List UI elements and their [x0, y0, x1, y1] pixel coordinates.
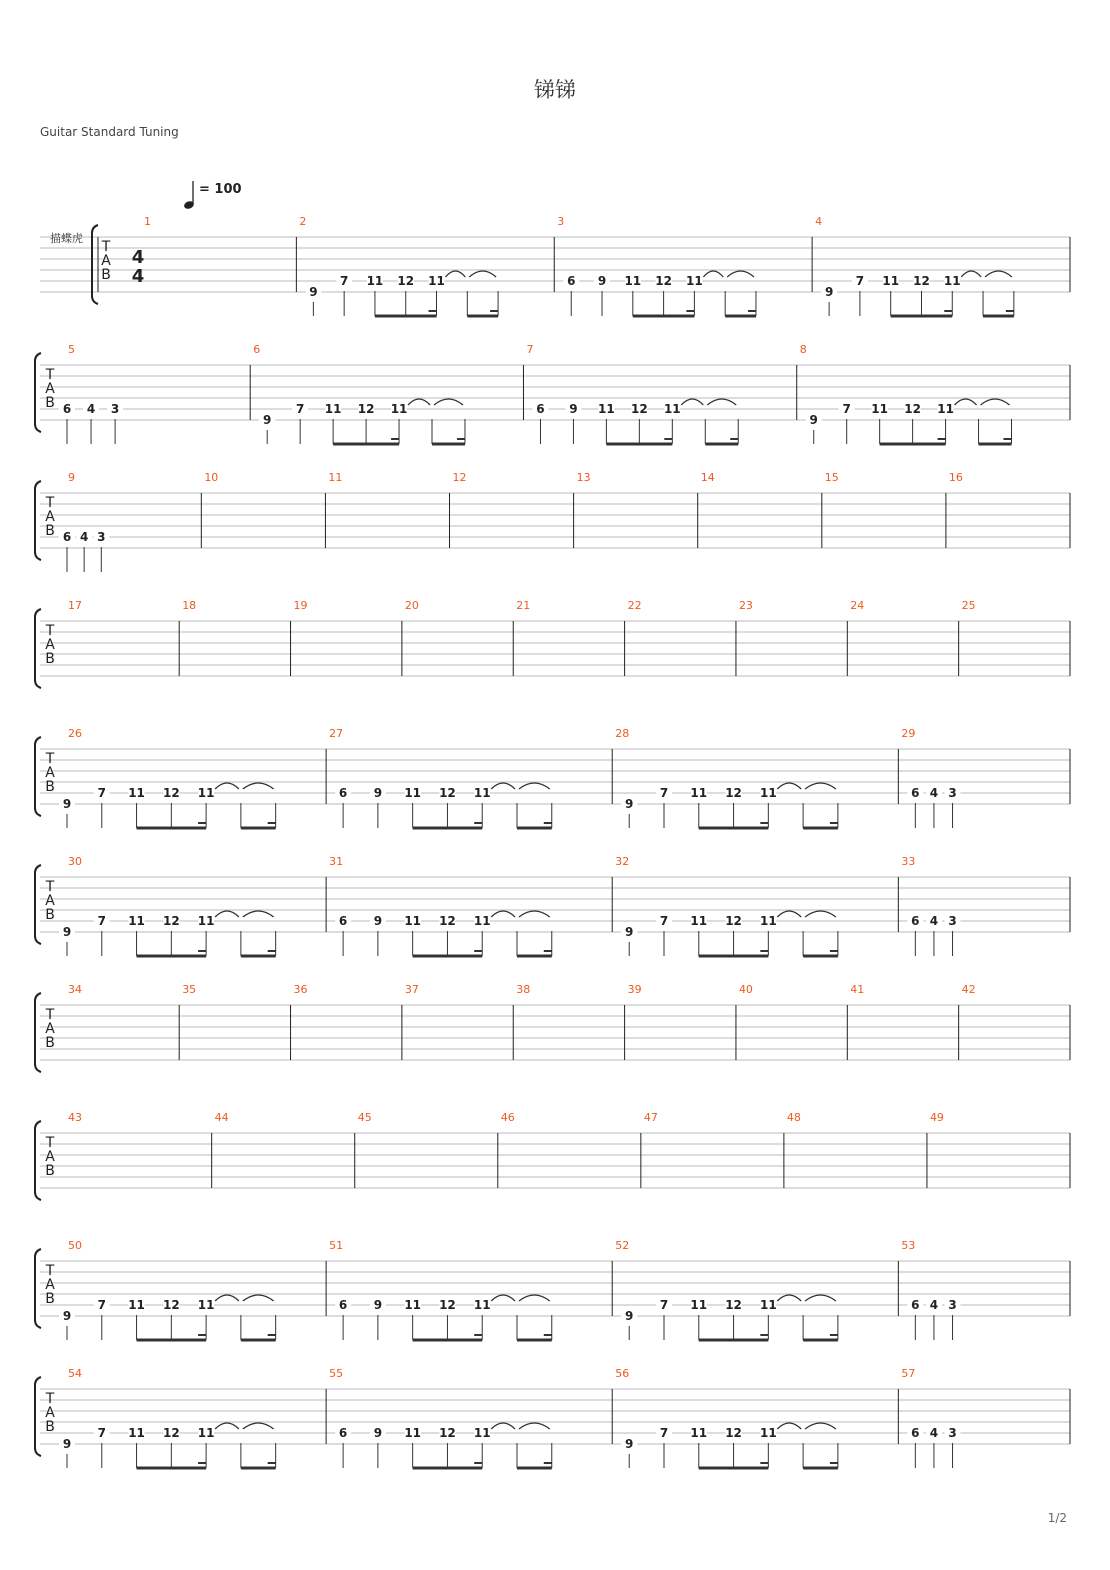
tie-arc	[805, 911, 836, 917]
measure-number: 32	[615, 855, 630, 868]
tab-letter-b: B	[45, 779, 55, 795]
fret-number: 12	[725, 1426, 742, 1440]
fret-number: 11	[390, 402, 408, 416]
measure-number: 53	[901, 1239, 916, 1252]
tab-letter-t: T	[45, 1263, 55, 1279]
tempo-label: = 100	[199, 182, 242, 197]
tie-arc	[215, 911, 239, 917]
fret-number: 9	[625, 797, 634, 811]
measure-number: 44	[214, 1111, 229, 1124]
tie-arc	[805, 783, 836, 789]
tie-arc	[491, 1295, 515, 1301]
tab-letter-a: A	[45, 381, 55, 397]
measure-number: 30	[68, 855, 82, 868]
tab-letter-a: A	[45, 1405, 55, 1421]
fret-number: 12	[357, 402, 375, 416]
measure-number: 45	[357, 1111, 372, 1124]
measure-number: 49	[929, 1111, 944, 1124]
fret-number: 9	[62, 1309, 72, 1323]
fret-number: 11	[759, 1298, 777, 1312]
fret-number: 6	[911, 1298, 920, 1312]
fret-number: 7	[842, 402, 851, 416]
tie-arc	[727, 271, 754, 277]
measure-number: 37	[404, 983, 419, 996]
fret-number: 3	[110, 402, 120, 416]
fret-number: 11	[686, 274, 703, 288]
fret-number: 11	[128, 1298, 145, 1312]
fret-number: 11	[759, 914, 777, 928]
fret-number: 7	[97, 914, 106, 928]
tab-system	[40, 215, 1070, 316]
measure-number: 50	[68, 1239, 82, 1252]
tab-letter-a: A	[45, 1149, 55, 1165]
tie-arc	[981, 399, 1010, 405]
tie-arc	[215, 1423, 239, 1429]
measure-number: 3	[557, 215, 565, 228]
tab-letter-a: A	[45, 637, 55, 653]
fret-number: 12	[439, 786, 456, 800]
tie-arc	[777, 783, 801, 789]
fret-number: 12	[439, 1426, 456, 1440]
measure-number: 24	[850, 599, 865, 612]
tab-letter-t: T	[45, 495, 55, 511]
tab-system	[35, 1111, 1070, 1200]
tab-system	[35, 855, 1070, 956]
measure-number: 51	[329, 1239, 344, 1252]
fret-number: 4	[929, 786, 939, 800]
measure-number: 48	[786, 1111, 801, 1124]
measure-number: 18	[182, 599, 197, 612]
fret-number: 11	[882, 274, 900, 288]
fret-number: 11	[197, 1426, 215, 1440]
fret-number: 12	[439, 1298, 456, 1312]
measure-number: 36	[293, 983, 308, 996]
tab-letter-a: A	[45, 765, 55, 781]
tab-letter-a: A	[101, 253, 111, 269]
tab-system	[35, 983, 1070, 1072]
fret-number: 9	[62, 797, 72, 811]
measure-number: 22	[627, 599, 642, 612]
fret-number: 4	[86, 402, 96, 416]
fret-number: 9	[62, 925, 72, 939]
tab-letter-t: T	[45, 879, 55, 895]
fret-number: 4	[79, 530, 89, 544]
measure-number: 29	[901, 727, 916, 740]
fret-number: 11	[473, 1426, 491, 1440]
measure-number: 19	[293, 599, 308, 612]
time-signature-bottom: 4	[131, 266, 145, 287]
tab-letter-t: T	[45, 623, 55, 639]
fret-number: 7	[659, 914, 669, 928]
fret-number: 11	[871, 402, 889, 416]
tab-letter-b: B	[45, 523, 55, 539]
fret-number: 12	[725, 1298, 742, 1312]
fret-number: 9	[569, 402, 578, 416]
fret-number: 11	[690, 1298, 708, 1312]
tie-arc	[243, 1423, 274, 1429]
fret-number: 11	[128, 786, 145, 800]
tab-letter-a: A	[45, 1021, 55, 1037]
tab-letter-t: T	[45, 751, 55, 767]
tie-arc	[707, 399, 736, 405]
fret-number: 9	[625, 1437, 634, 1451]
fret-number: 4	[929, 1298, 939, 1312]
tie-arc	[777, 911, 801, 917]
measure-number: 35	[182, 983, 197, 996]
fret-number: 11	[759, 786, 777, 800]
measure-number: 5	[68, 343, 75, 356]
fret-number: 12	[725, 914, 742, 928]
fret-number: 12	[162, 1298, 180, 1312]
measure-number: 55	[329, 1367, 344, 1380]
tab-letter-b: B	[45, 1035, 55, 1051]
measure-number: 46	[500, 1111, 515, 1124]
tab-letter-t: T	[45, 1007, 55, 1023]
tab-letter-b: B	[45, 907, 55, 923]
tab-letter-a: A	[45, 893, 55, 909]
fret-number: 9	[373, 1298, 383, 1312]
fret-number: 11	[690, 786, 708, 800]
tab-letter-b: B	[101, 267, 111, 283]
measure-number: 56	[615, 1367, 630, 1380]
measure-number: 12	[452, 471, 467, 484]
tie-arc	[491, 911, 515, 917]
fret-number: 6	[911, 1426, 920, 1440]
fret-number: 7	[659, 1298, 669, 1312]
fret-number: 6	[911, 914, 920, 928]
fret-number: 11	[759, 1426, 777, 1440]
tab-system	[35, 599, 1070, 688]
measure-number: 10	[204, 471, 219, 484]
fret-number: 11	[598, 402, 615, 416]
fret-number: 12	[904, 402, 921, 416]
tab-letter-t: T	[45, 1391, 55, 1407]
tuning-label: Guitar Standard Tuning	[40, 125, 179, 139]
fret-number: 12	[162, 786, 180, 800]
fret-number: 7	[97, 1426, 106, 1440]
measure-number: 57	[901, 1367, 916, 1380]
tie-arc	[469, 271, 496, 277]
fret-number: 11	[197, 786, 215, 800]
tie-arc	[985, 271, 1012, 277]
fret-number: 11	[404, 1426, 422, 1440]
measure-number: 40	[738, 983, 753, 996]
measure-number: 6	[253, 343, 261, 356]
fret-number: 11	[473, 1298, 491, 1312]
time-signature-top: 4	[131, 247, 145, 268]
tie-arc	[408, 399, 430, 405]
tie-arc	[805, 1295, 836, 1301]
page-title: 锑锑	[534, 78, 576, 102]
fret-number: 11	[404, 786, 422, 800]
fret-number: 9	[62, 1437, 72, 1451]
fret-number: 11	[937, 402, 954, 416]
measure-number: 34	[68, 983, 82, 996]
tab-letter-t: T	[45, 1135, 55, 1151]
tie-arc	[215, 783, 239, 789]
tie-arc	[434, 399, 463, 405]
fret-number: 9	[824, 285, 834, 299]
measure-number: 38	[516, 983, 531, 996]
tie-arc	[777, 1295, 801, 1301]
tab-system	[35, 1367, 1070, 1468]
fret-number: 3	[948, 1426, 957, 1440]
tie-arc	[491, 783, 515, 789]
tab-letter-a: A	[45, 509, 55, 525]
fret-number: 9	[309, 285, 318, 299]
fret-number: 12	[913, 274, 930, 288]
fret-number: 4	[929, 914, 939, 928]
tie-arc	[519, 1295, 550, 1301]
fret-number: 7	[295, 402, 305, 416]
fret-number: 6	[62, 530, 72, 544]
tie-arc	[519, 783, 550, 789]
tab-system	[35, 1239, 1070, 1340]
measure-number: 28	[615, 727, 630, 740]
measure-number: 9	[68, 471, 75, 484]
measure-number: 7	[526, 343, 534, 356]
tab-letter-b: B	[45, 1163, 55, 1179]
measure-number: 52	[615, 1239, 630, 1252]
fret-number: 12	[162, 1426, 180, 1440]
tab-letter-b: B	[45, 1419, 55, 1435]
fret-number: 11	[473, 914, 491, 928]
fret-number: 7	[339, 274, 349, 288]
measure-number: 15	[824, 471, 839, 484]
fret-number: 4	[929, 1426, 939, 1440]
tie-arc	[243, 1295, 274, 1301]
tab-letter-t: T	[45, 367, 55, 383]
fret-number: 6	[338, 1298, 348, 1312]
fret-number: 3	[97, 530, 106, 544]
fret-number: 7	[97, 1298, 106, 1312]
tie-arc	[805, 1423, 836, 1429]
fret-number: 12	[725, 786, 742, 800]
fret-number: 11	[404, 914, 422, 928]
fret-number: 11	[324, 402, 342, 416]
fret-number: 11	[197, 914, 215, 928]
measure-number: 17	[68, 599, 82, 612]
measure-number: 54	[68, 1367, 82, 1380]
fret-number: 9	[597, 274, 607, 288]
measure-number: 16	[948, 471, 963, 484]
fret-number: 9	[373, 914, 383, 928]
measure-number: 26	[68, 727, 82, 740]
tie-arc	[777, 1423, 801, 1429]
tab-letter-a: A	[45, 1277, 55, 1293]
measure-number: 39	[627, 983, 642, 996]
tie-arc	[681, 399, 703, 405]
fret-number: 12	[439, 914, 456, 928]
fret-number: 6	[338, 914, 348, 928]
fret-number: 6	[338, 786, 348, 800]
fret-number: 11	[197, 1298, 215, 1312]
fret-number: 9	[373, 1426, 383, 1440]
measure-number: 43	[68, 1111, 82, 1124]
fret-number: 11	[943, 274, 961, 288]
fret-number: 12	[397, 274, 415, 288]
measure-number: 31	[329, 855, 344, 868]
fret-number: 9	[625, 925, 634, 939]
fret-number: 11	[128, 914, 145, 928]
measure-number: 21	[516, 599, 531, 612]
tie-arc	[519, 1423, 550, 1429]
measure-number: 2	[299, 215, 307, 228]
fret-number: 12	[631, 402, 648, 416]
fret-number: 9	[263, 413, 272, 427]
tab-system	[35, 471, 1070, 572]
fret-number: 6	[567, 274, 576, 288]
measure-number: 23	[738, 599, 753, 612]
tie-arc	[703, 271, 723, 277]
fret-number: 7	[97, 786, 106, 800]
page-number: 1/2	[1047, 1511, 1067, 1525]
track-name: 描蝶虎	[50, 232, 83, 245]
fret-number: 3	[948, 786, 957, 800]
fret-number: 6	[536, 402, 545, 416]
tie-arc	[243, 783, 274, 789]
measure-number: 4	[815, 215, 823, 228]
tie-arc	[243, 911, 274, 917]
fret-number: 11	[690, 1426, 708, 1440]
fret-number: 7	[855, 274, 865, 288]
tab-letter-b: B	[45, 395, 55, 411]
tab-letter-t: T	[101, 239, 111, 255]
measure-number: 27	[329, 727, 344, 740]
tie-arc	[215, 1295, 239, 1301]
tie-arc	[446, 271, 466, 277]
measure-number: 41	[850, 983, 865, 996]
fret-number: 7	[659, 1426, 669, 1440]
tab-letter-b: B	[45, 651, 55, 667]
tab-system	[35, 727, 1070, 828]
fret-number: 9	[809, 413, 818, 427]
measure-number: 47	[643, 1111, 658, 1124]
measure-number: 14	[700, 471, 715, 484]
fret-number: 12	[655, 274, 672, 288]
tab-letter-b: B	[45, 1291, 55, 1307]
tie-arc	[519, 911, 550, 917]
fret-number: 11	[428, 274, 445, 288]
fret-number: 3	[948, 1298, 957, 1312]
measure-number: 33	[901, 855, 916, 868]
measure-number: 42	[961, 983, 976, 996]
fret-number: 6	[62, 402, 72, 416]
measure-number: 1	[144, 215, 151, 228]
measure-number: 11	[328, 471, 343, 484]
fret-number: 11	[128, 1426, 145, 1440]
fret-number: 9	[373, 786, 383, 800]
tie-arc	[961, 271, 981, 277]
tie-arc	[955, 399, 977, 405]
fret-number: 6	[911, 786, 920, 800]
measure-number: 20	[404, 599, 419, 612]
measure-number: 25	[961, 599, 976, 612]
fret-number: 7	[659, 786, 669, 800]
tab-system	[35, 343, 1070, 444]
measure-number: 8	[799, 343, 807, 356]
fret-number: 11	[366, 274, 384, 288]
fret-number: 11	[690, 914, 708, 928]
fret-number: 11	[473, 786, 491, 800]
fret-number: 6	[338, 1426, 348, 1440]
fret-number: 9	[625, 1309, 634, 1323]
fret-number: 11	[624, 274, 642, 288]
fret-number: 12	[162, 914, 180, 928]
fret-number: 11	[404, 1298, 422, 1312]
measure-number: 13	[576, 471, 591, 484]
fret-number: 11	[663, 402, 681, 416]
fret-number: 3	[948, 914, 957, 928]
tie-arc	[491, 1423, 515, 1429]
